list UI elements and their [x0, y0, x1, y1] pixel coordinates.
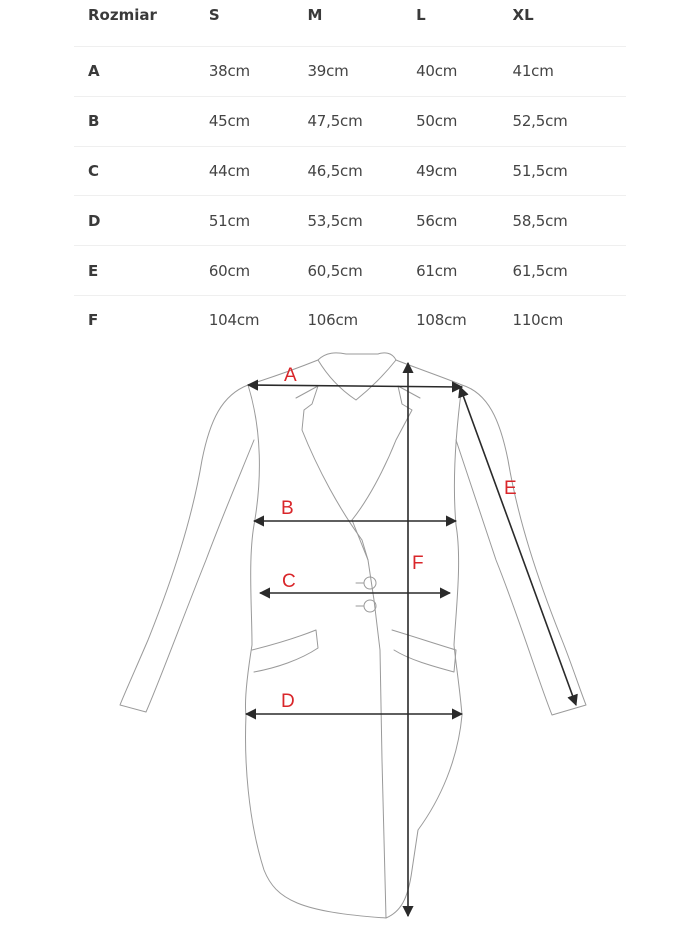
label-e: E	[504, 478, 517, 499]
cell-value: 51cm	[195, 196, 294, 246]
header-size-label: Rozmiar	[74, 0, 195, 47]
front-edge-outline	[352, 520, 386, 918]
header-size-xl: XL	[499, 0, 627, 47]
left-pocket-outline	[252, 630, 318, 672]
row-label: F	[88, 311, 99, 330]
left-sleeve-outline	[120, 385, 254, 712]
table-row	[74, 96, 626, 146]
table-header-row	[74, 0, 626, 47]
coat-outline	[120, 353, 586, 918]
table-row	[74, 196, 626, 246]
header-size-l: L	[402, 0, 498, 47]
row-label: C	[74, 146, 195, 196]
cell-value: 38cm	[195, 47, 294, 97]
measurement-labels	[281, 365, 517, 712]
button-thread	[356, 583, 364, 606]
row-label: A	[74, 47, 195, 97]
cell-value: 40cm	[402, 47, 498, 97]
table-row	[74, 295, 626, 344]
cell-value: 49cm	[402, 146, 498, 196]
table-row	[74, 146, 626, 196]
neck-seam-outline	[318, 360, 396, 400]
table-row	[74, 47, 626, 97]
cell-value: 51,5cm	[499, 146, 627, 196]
table-row	[74, 246, 626, 296]
button-upper	[364, 577, 376, 589]
label-f: F	[412, 553, 424, 574]
cell-value: 46,5cm	[293, 146, 402, 196]
cell-value: 61cm	[402, 246, 498, 296]
cell-value: 39cm	[293, 47, 402, 97]
cell-value: 104cm	[208, 311, 260, 330]
right-sleeve-outline	[456, 385, 586, 715]
coat-measurement-diagram	[0, 340, 700, 933]
cell-value: 56cm	[402, 196, 498, 246]
cell-value: 52,5cm	[499, 96, 627, 146]
button-lower	[364, 600, 376, 612]
cell-value: 106cm	[307, 311, 358, 330]
cell-value: 47,5cm	[293, 96, 402, 146]
label-c: C	[282, 571, 296, 592]
cell-value: 45cm	[195, 96, 294, 146]
cell-value: 60cm	[195, 246, 294, 296]
header-size-s: S	[195, 0, 294, 47]
label-b: B	[281, 498, 294, 519]
row-label: D	[74, 196, 195, 246]
cell-value: 60,5cm	[293, 246, 402, 296]
cell-value: 53,5cm	[293, 196, 402, 246]
label-a: A	[284, 365, 297, 386]
cell-value: 44cm	[195, 146, 294, 196]
cell-value: 41cm	[499, 47, 627, 97]
cell-value: 110cm	[512, 311, 563, 330]
measurement-lines	[246, 363, 576, 916]
cell-value: 108cm	[416, 311, 467, 330]
coat-body-outline	[245, 385, 462, 918]
header-size-m: M	[293, 0, 402, 47]
right-pocket-outline	[392, 630, 456, 672]
cell-value: 58,5cm	[499, 196, 627, 246]
cell-value: 50cm	[402, 96, 498, 146]
cell-value: 61,5cm	[499, 246, 627, 296]
collar-outline	[248, 353, 462, 385]
measure-e-line	[460, 387, 576, 705]
row-label: E	[74, 246, 195, 296]
label-d: D	[281, 691, 295, 712]
right-lapel-outline	[352, 386, 420, 520]
row-label: B	[74, 96, 195, 146]
measure-a-line	[248, 385, 462, 387]
size-chart-table	[74, 0, 626, 345]
